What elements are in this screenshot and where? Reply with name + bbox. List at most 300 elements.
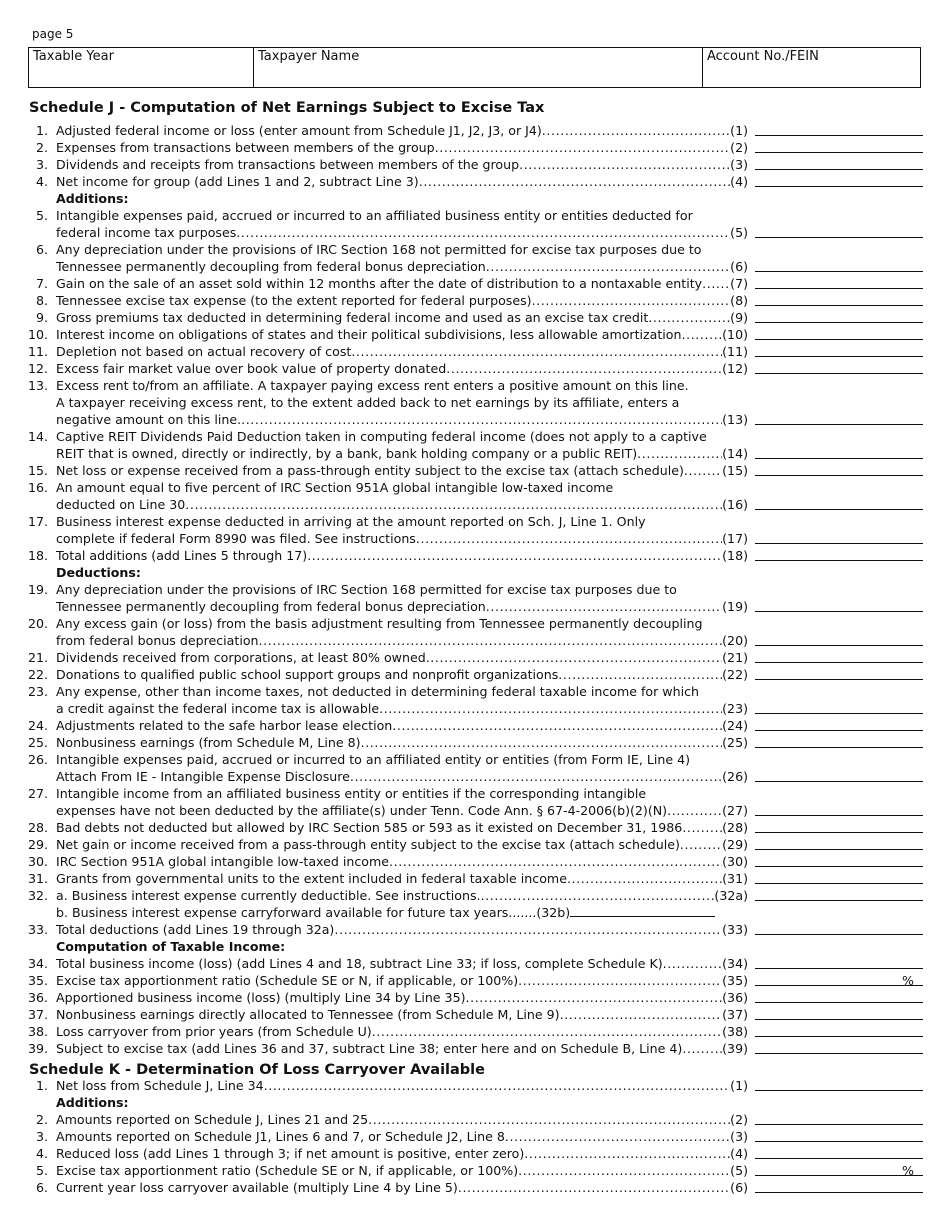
line-description-leader <box>56 1040 748 1057</box>
amount-entry-field[interactable] <box>755 1192 923 1193</box>
amount-entry-field[interactable] <box>755 815 923 816</box>
amount-entry-field[interactable] <box>755 288 923 289</box>
line-reference: (32a) <box>714 888 748 903</box>
dot-leader <box>435 139 731 156</box>
dot-leader <box>426 649 722 666</box>
line-number: 1. <box>35 123 48 138</box>
line-reference: (1) <box>730 1078 748 1093</box>
amount-entry-field[interactable] <box>755 322 923 323</box>
line-32b-text <box>56 904 715 921</box>
line-description-leader <box>56 1111 748 1128</box>
line-number: 9. <box>35 310 48 325</box>
line-description-leader <box>56 802 748 819</box>
line-32b-entry-field[interactable] <box>570 904 715 917</box>
line-number: 19. <box>27 582 48 597</box>
amount-entry-field[interactable] <box>755 458 923 459</box>
line-number: 2. <box>35 140 48 155</box>
line-item <box>0 887 950 904</box>
line-number: 22. <box>27 667 48 682</box>
dot-leader <box>532 292 731 309</box>
line-item <box>0 326 950 343</box>
line-number: 23. <box>27 684 48 699</box>
line-number: 31. <box>27 871 48 886</box>
line-description: Any excess gain (or loss) from the basis adjustment resulting from Tennessee permanently decoupling <box>56 616 703 631</box>
line-reference: (30) <box>722 854 748 869</box>
amount-entry-field[interactable] <box>755 713 923 714</box>
line-description-leader <box>56 326 748 343</box>
line-description: a credit against the federal income tax is allowable <box>56 701 380 716</box>
line-description-leader <box>56 700 748 717</box>
line-description: Adjustments related to the safe harbor lease election <box>56 718 393 733</box>
amount-entry-field[interactable] <box>755 662 923 663</box>
line-item <box>0 632 950 649</box>
line-reference: (27) <box>722 803 748 818</box>
line-number: 12. <box>27 361 48 376</box>
dot-leader <box>361 734 723 751</box>
line-reference: (21) <box>722 650 748 665</box>
line-description-leader <box>56 598 748 615</box>
dot-leader <box>264 1077 731 1094</box>
line-description: Grants from governmental units to the extent included in federal taxable income <box>56 871 567 886</box>
line-description-leader <box>56 1006 748 1023</box>
line-reference: (2) <box>730 1112 748 1127</box>
amount-entry-field[interactable] <box>755 305 923 306</box>
line-reference: (26) <box>722 769 748 784</box>
percent-sign: % <box>902 973 914 988</box>
line-description-leader <box>56 224 748 241</box>
line-description-leader <box>56 955 748 972</box>
line-description-leader <box>56 547 748 564</box>
line-description-leader <box>56 1145 748 1162</box>
line-number: 15. <box>27 463 48 478</box>
line-item <box>0 989 950 1006</box>
dot-leader <box>241 411 722 428</box>
amount-entry-field[interactable] <box>755 1158 923 1159</box>
line-reference: (24) <box>722 718 748 733</box>
line-description-leader <box>56 411 748 428</box>
taxable-year-field[interactable] <box>29 48 254 87</box>
line-item <box>0 139 950 156</box>
line-description-leader <box>56 445 748 462</box>
line-number: 3. <box>35 157 48 172</box>
line-description: Apportioned business income (loss) (multiply Line 34 by Line 35) <box>56 990 466 1005</box>
line-reference: (36) <box>722 990 748 1005</box>
line-number: 21. <box>27 650 48 665</box>
schedule-k-title: Schedule K - Determination Of Loss Carryover Available <box>29 1062 485 1078</box>
subheading-text: Additions: <box>56 191 129 206</box>
line-number: 10. <box>27 327 48 342</box>
account-number-label: Account No./FEIN <box>707 49 819 64</box>
dot-leader <box>486 598 722 615</box>
dot-leader <box>486 258 730 275</box>
line-description: from federal bonus depreciation <box>56 633 259 648</box>
line-number: 39. <box>27 1041 48 1056</box>
amount-entry-field[interactable] <box>755 373 923 374</box>
line-description: Reduced loss (add Lines 1 through 3; if net amount is positive, enter zero) <box>56 1146 525 1161</box>
line-description: Any depreciation under the provisions of IRC Section 168 not permitted for excise tax purposes due to <box>56 242 702 257</box>
line-description-leader <box>56 734 748 751</box>
line-description-leader <box>56 1179 748 1196</box>
subheading-text: Deductions: <box>56 565 141 580</box>
line-description: Dividends received from corporations, at least 80% owned <box>56 650 426 665</box>
line-number: 13. <box>27 378 48 393</box>
line-reference: (38) <box>722 1024 748 1039</box>
dot-leader <box>560 1006 723 1023</box>
dot-leader <box>185 496 722 513</box>
dot-leader <box>481 887 715 904</box>
line-description: Net loss from Schedule J, Line 34 <box>56 1078 264 1093</box>
line-description: Dividends and receipts from transactions between members of the group <box>56 157 520 172</box>
percent-sign: % <box>902 1163 914 1178</box>
subheading <box>0 564 950 581</box>
line-description: Nonbusiness earnings directly allocated to Tennessee (from Schedule M, Line 9) <box>56 1007 560 1022</box>
line-description-leader <box>56 717 748 734</box>
line-description: A taxpayer receiving excess rent, to the extent added back to net earnings by its affiliate, enters a <box>56 395 680 410</box>
dot-leader <box>392 717 722 734</box>
line-item <box>0 309 950 326</box>
dot-leader <box>682 819 722 836</box>
dot-leader <box>505 1128 730 1145</box>
line-item <box>0 955 950 972</box>
amount-entry-field[interactable] <box>755 509 923 510</box>
line-reference: (11) <box>722 344 748 359</box>
line-description-leader <box>56 530 748 547</box>
line-description-leader <box>56 989 748 1006</box>
line-reference: (3) <box>730 1129 748 1144</box>
line-reference: (12) <box>722 361 748 376</box>
dot-leader <box>259 632 723 649</box>
line-description: Excise tax apportionment ratio (Schedule SE or N, if applicable, or 100%) <box>56 973 519 988</box>
amount-entry-field[interactable] <box>755 730 923 731</box>
line-item <box>0 496 950 513</box>
line-number: 33. <box>27 922 48 937</box>
amount-entry-field[interactable] <box>755 747 923 748</box>
line-item-text-continued <box>0 394 950 411</box>
amount-entry-field[interactable] <box>755 1002 923 1003</box>
line-description-leader <box>56 853 748 870</box>
line-item <box>0 921 950 938</box>
line-item <box>0 734 950 751</box>
line-description-leader <box>56 666 748 683</box>
line-description: Any expense, other than income taxes, not deducted in determining federal taxable income for which <box>56 684 699 699</box>
line-description: Excise tax apportionment ratio (Schedule SE or N, if applicable, or 100%) <box>56 1163 519 1178</box>
amount-entry-field[interactable] <box>755 169 923 170</box>
line-reference: (4) <box>730 174 748 189</box>
line-description-leader <box>56 462 748 479</box>
line-item <box>0 292 950 309</box>
line-description: Donations to qualified public school support groups and nonprofit organizations <box>56 667 559 682</box>
amount-entry-field[interactable] <box>755 1090 923 1091</box>
line-item <box>0 1145 950 1162</box>
amount-entry-field[interactable] <box>755 1053 923 1054</box>
line-item <box>0 547 950 564</box>
line-description: An amount equal to five percent of IRC Section 951A global intangible low-taxed income <box>56 480 614 495</box>
amount-entry-field[interactable] <box>755 271 923 272</box>
amount-entry-field[interactable] <box>755 985 923 986</box>
line-description: Expenses from transactions between members of the group <box>56 140 435 155</box>
line-reference: (25) <box>722 735 748 750</box>
line-item <box>0 445 950 462</box>
dot-leader <box>334 921 722 938</box>
amount-entry-field[interactable] <box>755 237 923 238</box>
line-description: Tennessee permanently decoupling from federal bonus depreciation <box>56 259 486 274</box>
line-description: Current year loss carryover available (multiply Line 4 by Line 5) <box>56 1180 458 1195</box>
line-description-leader <box>56 139 748 156</box>
line-number: 20. <box>27 616 48 631</box>
line-description-leader <box>56 1162 748 1179</box>
line-description: Total additions (add Lines 5 through 17) <box>56 548 308 563</box>
subheading <box>0 1094 950 1111</box>
line-item <box>0 1006 950 1023</box>
line-item <box>0 598 950 615</box>
line-reference: (19) <box>722 599 748 614</box>
page-number: page 5 <box>32 27 74 41</box>
amount-entry-field[interactable] <box>755 424 923 425</box>
line-reference: (33) <box>722 922 748 937</box>
line-number: 5. <box>35 208 48 223</box>
line-item-text-continued <box>0 207 950 224</box>
line-number: 29. <box>27 837 48 852</box>
schedule-j-lines <box>0 122 950 1057</box>
dot-leader <box>680 836 722 853</box>
line-description-leader <box>56 258 748 275</box>
line-reference: (9) <box>730 310 748 325</box>
amount-entry-field[interactable] <box>755 866 923 867</box>
line-description: complete if federal Form 8990 was filed. See instructions <box>56 531 416 546</box>
amount-entry-field[interactable] <box>755 1019 923 1020</box>
line-item <box>0 1128 950 1145</box>
dot-leader <box>372 1023 722 1040</box>
line-number: 25. <box>27 735 48 750</box>
line-number: 6. <box>35 1180 48 1195</box>
amount-entry-field[interactable] <box>755 849 923 850</box>
line-number: 1. <box>35 1078 48 1093</box>
dot-leader <box>684 462 722 479</box>
amount-entry-field[interactable] <box>755 560 923 561</box>
line-description: Amounts reported on Schedule J, Lines 21 and 25 <box>56 1112 369 1127</box>
line-reference: (22) <box>722 667 748 682</box>
dot-leader <box>379 700 722 717</box>
line-description: Business interest expense deducted in arriving at the amount reported on Sch. J, Line 1. Only <box>56 514 646 529</box>
line-item <box>0 819 950 836</box>
amount-entry-field[interactable] <box>755 543 923 544</box>
taxpayer-header-box <box>28 47 921 88</box>
line-description-leader <box>56 292 748 309</box>
amount-entry-field[interactable] <box>755 356 923 357</box>
dot-leader <box>667 802 722 819</box>
line-item-text-continued <box>0 377 950 394</box>
taxpayer-name-label: Taxpayer Name <box>258 49 360 64</box>
line-description: Gross premiums tax deducted in determining federal income and used as an excise tax credit <box>56 310 649 325</box>
line-description: Interest income on obligations of states and their political subdivisions, less allowable amortization <box>56 327 682 342</box>
amount-entry-field[interactable] <box>755 152 923 153</box>
line-item <box>0 870 950 887</box>
line-description: Net gain or income received from a pass-through entity subject to the excise tax (attach schedule) <box>56 837 680 852</box>
line-description: Attach From IE - Intangible Expense Disclosure <box>56 769 350 784</box>
line-description: Depletion not based on actual recovery of cost <box>56 344 352 359</box>
line-number: 5. <box>35 1163 48 1178</box>
line-item <box>0 1077 950 1094</box>
amount-entry-field[interactable] <box>755 883 923 884</box>
line-description-leader <box>56 275 748 292</box>
line-item <box>0 836 950 853</box>
line-item <box>0 258 950 275</box>
line-reference: (14) <box>722 446 748 461</box>
line-item <box>0 717 950 734</box>
taxable-year-label: Taxable Year <box>33 49 114 64</box>
line-number: 11. <box>27 344 48 359</box>
line-item <box>0 666 950 683</box>
line-number: 4. <box>35 174 48 189</box>
line-number: 4. <box>35 1146 48 1161</box>
line-description-leader <box>56 921 748 938</box>
line-item <box>0 173 950 190</box>
line-number: 26. <box>27 752 48 767</box>
amount-entry-field[interactable] <box>755 832 923 833</box>
line-32b-label: b. Business interest expense carryforward available for future tax years.......(32b) <box>56 905 571 920</box>
dot-leader <box>458 1179 730 1196</box>
amount-entry-field[interactable] <box>755 186 923 187</box>
line-description-leader <box>56 309 748 326</box>
line-description-leader <box>56 836 748 853</box>
line-number: 14. <box>27 429 48 444</box>
subheading-text: Computation of Taxable Income: <box>56 939 286 954</box>
dot-leader <box>466 989 723 1006</box>
line-description-leader <box>56 360 748 377</box>
line-item <box>0 802 950 819</box>
line-item <box>0 224 950 241</box>
line-number: 24. <box>27 718 48 733</box>
line-number: 17. <box>27 514 48 529</box>
line-item-text-continued <box>0 479 950 496</box>
line-number: 38. <box>27 1024 48 1039</box>
amount-entry-field[interactable] <box>755 1175 923 1176</box>
amount-entry-field[interactable] <box>755 1036 923 1037</box>
amount-entry-field[interactable] <box>755 934 923 935</box>
line-item-text-continued <box>0 751 950 768</box>
line-reference: (18) <box>722 548 748 563</box>
line-description: Bad debts not deducted but allowed by IRC Section 585 or 593 as it existed on December 31, 1986 <box>56 820 683 835</box>
dot-leader <box>350 768 722 785</box>
line-number: 28. <box>27 820 48 835</box>
dot-leader <box>446 360 722 377</box>
line-description-leader <box>56 173 748 190</box>
amount-entry-field[interactable] <box>755 1141 923 1142</box>
line-description: deducted on Line 30 <box>56 497 186 512</box>
line-description-leader <box>56 819 748 836</box>
dot-leader <box>368 1111 730 1128</box>
line-reference: (35) <box>722 973 748 988</box>
amount-entry-field[interactable] <box>755 475 923 476</box>
dot-leader <box>682 1040 722 1057</box>
line-description: Excess fair market value over book value of property donated <box>56 361 447 376</box>
amount-entry-field[interactable] <box>755 339 923 340</box>
dot-leader <box>307 547 722 564</box>
line-description: Net loss or expense received from a pass-through entity subject to the excise tax (attach schedule) <box>56 463 684 478</box>
dot-leader <box>351 343 722 360</box>
line-reference: (1) <box>730 123 748 138</box>
amount-entry-field[interactable] <box>755 679 923 680</box>
taxpayer-name-field[interactable] <box>254 48 703 87</box>
line-reference: (13) <box>722 412 748 427</box>
line-item <box>0 462 950 479</box>
line-reference: (39) <box>722 1041 748 1056</box>
amount-entry-field[interactable] <box>755 781 923 782</box>
line-item-text-continued <box>0 513 950 530</box>
line-number: 16. <box>27 480 48 495</box>
dot-leader <box>518 972 722 989</box>
amount-entry-field[interactable] <box>755 1124 923 1125</box>
amount-entry-field[interactable] <box>755 968 923 969</box>
subheading <box>0 190 950 207</box>
dot-leader <box>519 156 730 173</box>
line-description: Tennessee excise tax expense (to the extent reported for federal purposes) <box>56 293 532 308</box>
line-description: REIT that is owned, directly or indirectly, by a bank, bank holding company or a public REIT) <box>56 446 638 461</box>
line-reference: (10) <box>722 327 748 342</box>
line-reference: (2) <box>730 140 748 155</box>
line-description-leader <box>56 122 748 139</box>
line-item <box>0 360 950 377</box>
dot-leader <box>648 309 730 326</box>
account-number-field[interactable] <box>703 48 920 87</box>
dot-leader <box>682 326 723 343</box>
line-description: IRC Section 951A global intangible low-taxed income <box>56 854 389 869</box>
line-item <box>0 343 950 360</box>
line-description-leader <box>56 887 748 904</box>
line-reference: (6) <box>730 1180 748 1195</box>
line-number: 35. <box>27 973 48 988</box>
amount-entry-field[interactable] <box>755 645 923 646</box>
amount-entry-field[interactable] <box>755 135 923 136</box>
line-item <box>0 649 950 666</box>
line-description: Net income for group (add Lines 1 and 2, subtract Line 3) <box>56 174 419 189</box>
line-number: 2. <box>35 1112 48 1127</box>
line-number: 34. <box>27 956 48 971</box>
line-reference: (15) <box>722 463 748 478</box>
line-description: Intangible income from an affiliated business entity or entities if the corresponding intangible <box>56 786 647 801</box>
line-number: 3. <box>35 1129 48 1144</box>
line-item <box>0 156 950 173</box>
line-description-leader <box>56 972 748 989</box>
dot-leader <box>558 666 722 683</box>
line-item <box>0 411 950 428</box>
line-reference: (6) <box>730 259 748 274</box>
dot-leader <box>663 955 722 972</box>
line-reference: (37) <box>722 1007 748 1022</box>
line-item <box>0 1179 950 1196</box>
line-reference: (4) <box>730 1146 748 1161</box>
dot-leader <box>389 853 722 870</box>
line-description-leader <box>56 1023 748 1040</box>
line-description-leader <box>56 1077 748 1094</box>
line-item <box>0 275 950 292</box>
line-number: 30. <box>27 854 48 869</box>
dot-leader <box>416 530 722 547</box>
dot-leader <box>702 275 730 292</box>
line-number: 36. <box>27 990 48 1005</box>
subheading-text: Additions: <box>56 1095 129 1110</box>
line-description-leader <box>56 649 748 666</box>
line-description: Nonbusiness earnings (from Schedule M, Line 8) <box>56 735 361 750</box>
line-item-text-continued <box>0 785 950 802</box>
amount-entry-field[interactable] <box>755 611 923 612</box>
line-item <box>0 122 950 139</box>
line-reference: (5) <box>730 1163 748 1178</box>
line-description: Adjusted federal income or loss (enter amount from Schedule J1, J2, J3, or J4) <box>56 123 542 138</box>
line-item <box>0 700 950 717</box>
schedule-k-lines <box>0 1077 950 1196</box>
amount-entry-field[interactable] <box>755 900 923 901</box>
